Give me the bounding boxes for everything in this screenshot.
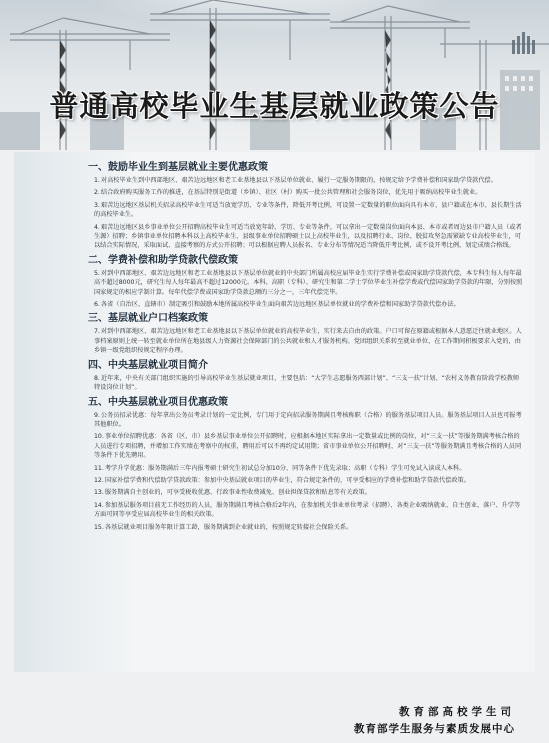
policy-item-text: 艰苦边远地区县乡事业单位公开招聘高校毕业生可适当放宽年龄、学历、专业等条件，可以拿出一定数量岗位面向本县、本市或者周边县市户籍人员（或者生源）招聘；乡镇事业单位招聘本科以上高校毕业生、县级事业单位招聘硕士以上高校毕业生，以及招聘行业、岗位、脱贫攻坚急需紧缺专业高校毕业生，可以结合实际情况，采取面试、直接考察的方式公开招聘；可以根据应聘人员报名、专业分布等情况适当降低开考比例，或不设开考比例，划定成绩合格线。 xyxy=(94,223,522,250)
policy-item-number: 14. xyxy=(94,501,104,509)
policy-content xyxy=(14,152,535,672)
policy-item-number: 8. xyxy=(94,374,100,382)
issuer-org-1: 教育部高校学生司 xyxy=(399,706,515,718)
poster-title: 普通高校毕业生基层就业政策公告 xyxy=(49,89,500,123)
policy-item xyxy=(94,411,523,430)
policy-item xyxy=(94,176,523,185)
policy-item xyxy=(94,188,523,197)
policy-item xyxy=(94,488,523,497)
policy-item-number: 3. xyxy=(94,201,100,209)
policy-item xyxy=(94,464,523,473)
policy-item xyxy=(94,432,523,460)
policy-item-number: 15. xyxy=(94,523,104,531)
policy-item-text: 对高校毕业生到中西部地区、艰苦边远地区和老工业基地县以下基层单位就业、履行一定服务期限的，按规定给予学费补偿和国家助学贷款代偿。 xyxy=(100,177,497,184)
section-heading: 四、中央基层就业项目简介 xyxy=(88,359,208,371)
policy-item-number: 12. xyxy=(94,476,104,484)
policy-item-number: 2. xyxy=(94,189,100,197)
policy-item-text: 对到中西部地区、艰苦边远地区和老工业基地县以下基层单位就业的中央部门所属高校应届毕业生实行学费补偿或国家助学贷款代偿，本专科生每人每年最高不超过8000元，研究生每人每年最高不超过12000元。本科、高职（专科）、研究生和第二学士学位毕业生补偿学费或代偿国家助学贷款的年限，分别按照国家规定的相应学制计算。每年代偿学费或国家助学贷款总额的三分之一，三年代偿完毕。 xyxy=(94,269,523,296)
policy-item-number: 6. xyxy=(94,301,100,309)
policy-item-number: 10. xyxy=(94,433,104,441)
policy-item-number: 1. xyxy=(94,177,100,184)
policy-item-text: 服务期满自主创业的，可享受税收优惠、行政事业性收费减免、创业担保贷款和贴息等有关政策。 xyxy=(104,489,371,497)
policy-item xyxy=(94,269,523,297)
policy-item-text: 考学升学优惠：服务期满后三年内报考硕士研究生初试总分加10分，同等条件下优先录取；高职（专科）学生可免试入读成人本科。 xyxy=(104,464,466,472)
policy-item-text: 艰苦边远地区基层机关招录高校毕业生可适当放宽学历、专业等条件，降低开考比例，可设置一定数量的职位面向具有本市、县户籍或在本市、县长期生活的高校毕业生。 xyxy=(94,201,522,219)
policy-item xyxy=(94,327,523,355)
policy-item xyxy=(94,223,523,251)
policy-item-text: 近年来，中央有关部门组织实施的引导高校毕业生基层就业项目，主要包括：“大学生志愿服务西部计划”、“三支一扶”计划、“农村义务教育阶段学校教师特设岗位计划”。 xyxy=(94,374,520,392)
policy-item xyxy=(94,201,523,220)
policy-item-number: 7. xyxy=(94,328,100,336)
section-heading: 三、基层就业户口档案政策 xyxy=(88,313,208,325)
policy-item xyxy=(94,523,523,532)
policy-item xyxy=(94,374,523,393)
policy-item xyxy=(94,300,523,309)
section-heading: 二、学费补偿和助学贷款代偿政策 xyxy=(88,254,238,266)
policy-item-number: 5. xyxy=(94,269,100,277)
issuer-org-2: 教育部学生服务与素质发展中心 xyxy=(354,723,515,735)
policy-item xyxy=(94,501,523,520)
policy-item-text: 参加基层服务项目前无工作经历的人员，服务期满且考核合格后2年内，在参加机关事业单位考录（招聘）、各类企业吸纳就业、自主创业、落户、升学等方面可同等享受应届高校毕业生的相关政策。 xyxy=(94,501,521,519)
construction-banner-image xyxy=(0,0,549,150)
policy-item-number: 13. xyxy=(94,489,104,497)
policy-item-text: 各基层就业项目服务年限计算工龄，服务期满到企业就业的，按照规定转接社会保险关系。 xyxy=(104,523,353,531)
policy-item-text: 事业单位招聘优惠：各省（区、市）县乡基层事业单位公开招聘时，应根据本地区实际拿出一定数量或比例的岗位，对“三支一扶”等服务期满考核合格的人员进行专项招聘，并增加工作实绩在考察中的权重，聘用后可以不再约定试用期；省市事业单位公开招聘时，对“三支一扶”等服务期满且考核合格的人员同等条件下优先聘用。 xyxy=(94,433,522,460)
section-heading: 五、中央基层就业项目优惠政策 xyxy=(88,396,228,408)
policy-item-number: 9. xyxy=(94,411,100,419)
policy-item xyxy=(94,476,523,485)
policy-item-text: 结合政府购买服务工作的推进，在基层特别是街道（乡镇）、社区（村）购买一批公共管理和社会服务岗位，优先用于吸纳高校毕业生就业。 xyxy=(100,189,482,197)
policy-item-text: 国家补偿学费和代偿助学贷款政策：参加中央基层就业项目的毕业生，符合规定条件的，可享受相应的学费补偿和助学贷款代偿政策。 xyxy=(104,476,470,484)
policy-item-number: 4. xyxy=(94,223,100,231)
policy-item-text: 对到中西部地区、艰苦边远地区和老工业基地县以下基层单位就业的高校毕业生，实行来去自由的政策。户口可留在原籍或根据本人意愿迁往就业地区。人事档案原则上统一转至就业单位所在地县级人力资源社会保障部门的公共就业和人才服务机构。党团组织关系转至就业单位，在工作期间积极要求入党的，由乡镇一级党组织按规定程序办理。 xyxy=(94,328,522,355)
policy-item-text: 公务员招录优惠：每年拿出公务员考录计划的一定比例，专门用于定向招录服务期满且考核称职（合格）的服务基层项目人员。服务基层项目人员也可报考其他职位。 xyxy=(94,411,522,428)
policy-item-number: 11. xyxy=(94,464,104,472)
section-heading: 一、鼓励毕业生到基层就业主要优惠政策 xyxy=(88,162,268,173)
policy-item-text: 各省（自治区、直辖市）制定吸引和鼓励本地所属高校毕业生面向艰苦边远地区基层单位就业的学费补偿和国家助学贷款代偿办法。 xyxy=(100,301,460,309)
